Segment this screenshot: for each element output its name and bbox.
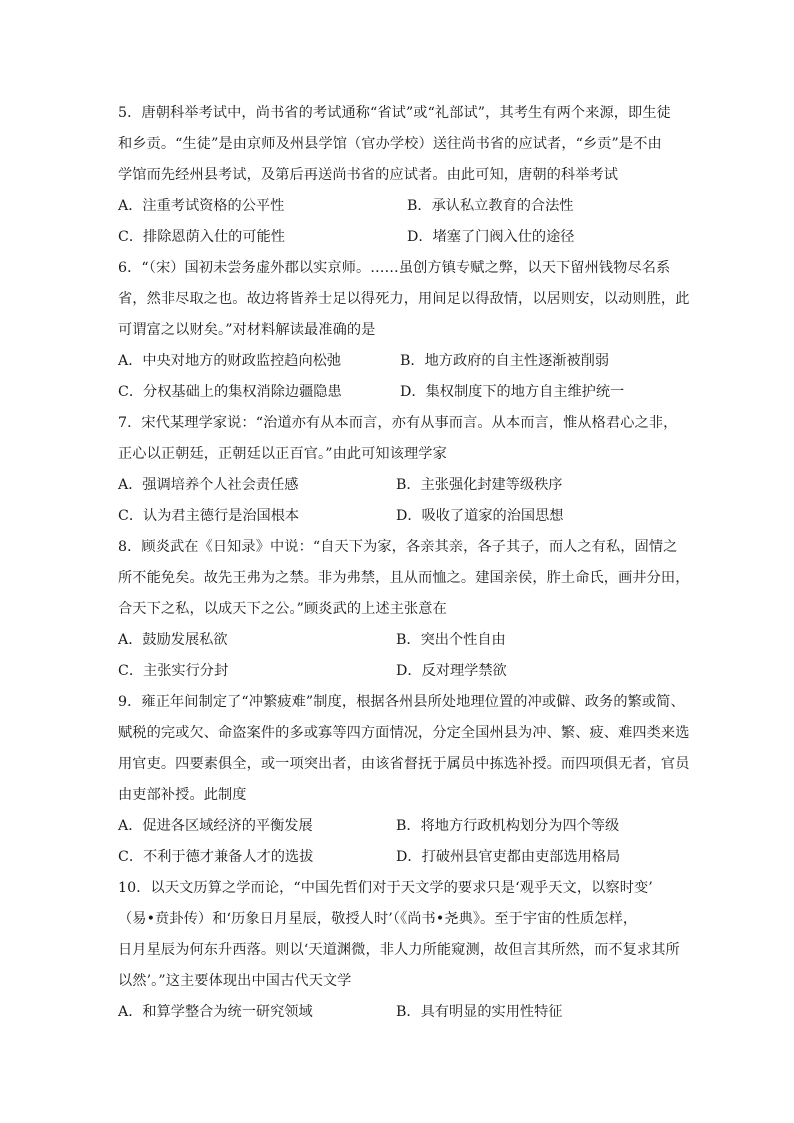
question-10-line-3: 日月星辰为何东升西落。则以‘天道渊微，非人力所能窥测，故但言其所然，而不复求其所 (118, 942, 680, 958)
option-c[interactable]: C．分权基础上的集权消除边疆隐患 (118, 384, 342, 400)
option-a[interactable]: A．注重考试资格的公平性 (118, 198, 285, 214)
option-d[interactable]: D．反对理学禁欲 (396, 663, 507, 679)
option-row (118, 811, 678, 842)
exam-page (118, 98, 690, 1028)
question-8-line-3: 合天下之私，以成天下之公。”顾炎武的上述主张意在 (118, 601, 447, 617)
question-6-line-1: 6．“（宋）国初未尝务虚外郡以实京师。……虽创方镇专赋之弊，以天下留州钱物尽名系 (118, 260, 671, 276)
question-6 (118, 253, 690, 408)
option-row (118, 346, 678, 377)
question-10-line-1: 10．以天文历算之学而论，“中国先哲们对于天文学的要求只是‘观乎天文，以察时变’ (118, 880, 653, 896)
question-9-line-4: 由吏部补授。此制度 (118, 787, 247, 803)
option-row (118, 501, 678, 532)
option-row (118, 625, 678, 656)
option-a[interactable]: A．中央对地方的财政监控趋向松弛 (118, 353, 342, 369)
question-8-options (118, 625, 678, 687)
option-row (118, 842, 678, 873)
option-a[interactable]: A．和算学整合为统一研究领域 (118, 1004, 313, 1020)
question-5-options (118, 191, 678, 253)
option-d[interactable]: D．吸收了道家的治国思想 (396, 508, 564, 524)
question-6-line-3: 可谓富之以财矣。”对材料解读最准确的是 (118, 322, 376, 338)
option-b[interactable]: B．将地方行政机构划分为四个等级 (396, 818, 620, 834)
question-10 (118, 873, 678, 1028)
question-9 (118, 687, 690, 873)
question-10-line-2: （易•贲卦传）和‘历象日月星辰，敬授人时’（《尚书•尧典》。至于宇宙的性质怎样， (118, 911, 638, 927)
question-8-line-1: 8．顾炎武在《日知录》中说：“自天下为家，各亲其亲，各子其子，而人之有私，固情之 (118, 539, 678, 555)
option-row (118, 656, 678, 687)
option-d[interactable]: D．堵塞了门阀入仕的途径 (407, 229, 575, 245)
question-9-line-2: 赋税的完或欠、命盗案件的多或寡等四方面情况，分定全国州县为冲、繁、疲、难四类来选 (118, 725, 690, 741)
question-6-options (118, 346, 678, 408)
option-a[interactable]: A．强调培养个人社会责任感 (118, 477, 299, 493)
question-5-line-2: 和乡贡。“生徒”是由京师及州县学馆（官办学校）送往尚书省的应试者，“乡贡”是不由 (118, 136, 662, 152)
question-5 (118, 98, 678, 253)
option-b[interactable]: B．具有明显的实用性特征 (396, 1004, 563, 1020)
question-7-line-1: 7．宋代某理学家说：“治道亦有从本而言，亦有从事而言。从本而言，惟从格君心之非， (118, 415, 678, 431)
question-10-options (118, 997, 678, 1028)
question-7 (118, 408, 678, 532)
option-d[interactable]: D．打破州县官吏都由吏部选用格局 (396, 849, 621, 865)
question-6-line-2: 省，然非尽取之也。故边将皆养士足以得死力，用间足以得敌情，以居则安，以动则胜，此 (118, 291, 690, 307)
question-9-line-1: 9．雍正年间制定了“冲繁疲难”制度，根据各州县所处地理位置的冲或僻、政务的繁或简、 (118, 694, 685, 710)
option-c[interactable]: C．不利于德才兼备人才的选拔 (118, 849, 314, 865)
option-row (118, 222, 678, 253)
option-b[interactable]: B．突出个性自由 (396, 632, 506, 648)
question-5-line-1: 5．唐朝科举考试中，尚书省的考试通称“省试”或“礼部试”，其考生有两个来源，即生徒 (118, 105, 671, 121)
question-8 (118, 532, 690, 687)
option-a[interactable]: A．鼓励发展私欲 (118, 632, 228, 648)
option-d[interactable]: D．集权制度下的地方自主维护统一 (400, 384, 625, 400)
question-7-line-2: 正心以正朝廷，正朝廷以正百官。”由此可知该理学家 (118, 446, 447, 462)
option-c[interactable]: C．主张实行分封 (118, 663, 229, 679)
option-b[interactable]: B．地方政府的自主性逐渐被削弱 (400, 353, 610, 369)
option-row (118, 997, 678, 1028)
option-b[interactable]: B．承认私立教育的合法性 (407, 198, 574, 214)
question-10-line-4: 以然’。”这主要体现出中国古代天文学 (118, 973, 352, 989)
option-row (118, 470, 678, 501)
question-7-options (118, 470, 678, 532)
question-8-line-2: 所不能免矣。故先王弗为之禁。非为弗禁，且从而恤之。建国亲侯，胙土命氏，画井分田， (118, 570, 690, 586)
question-9-line-3: 用官吏。四要素俱全，或一项突出者，由该省督抚于属员中拣选补授。而四项俱无者，官员 (118, 756, 690, 772)
option-b[interactable]: B．主张强化封建等级秩序 (396, 477, 563, 493)
option-a[interactable]: A．促进各区域经济的平衡发展 (118, 818, 313, 834)
question-9-options (118, 811, 678, 873)
question-5-line-3: 学馆而先经州县考试，及第后再送尚书省的应试者。由此可知，唐朝的科举考试 (118, 167, 619, 183)
option-c[interactable]: C．认为君主德行是治国根本 (118, 508, 300, 524)
option-row (118, 191, 678, 222)
option-row (118, 377, 678, 408)
option-c[interactable]: C．排除恩荫入仕的可能性 (118, 229, 285, 245)
